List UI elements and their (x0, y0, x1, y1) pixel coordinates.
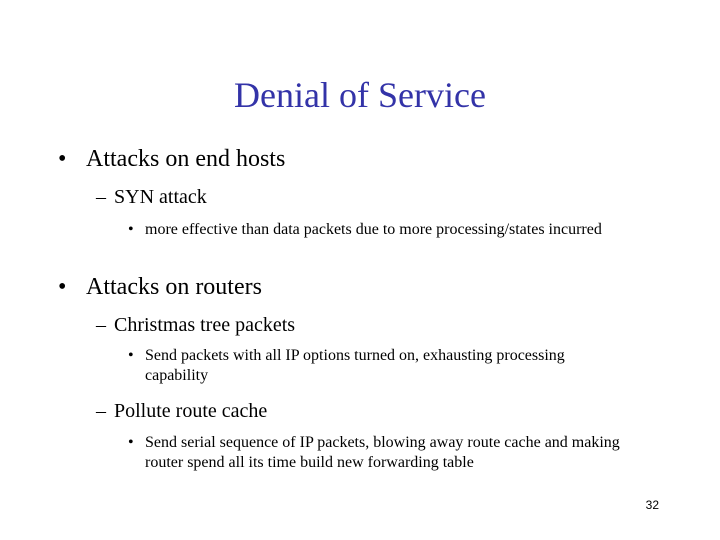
detail-bullet-text: more effective than data packets due to more processing/states incurred (145, 221, 602, 238)
dash-marker: – (96, 314, 106, 336)
detail-bullet-item (128, 433, 633, 473)
bullet-marker: • (58, 274, 67, 300)
dash-marker: – (96, 186, 106, 208)
sub-bullet-item (96, 185, 676, 209)
sub-bullet-item (96, 399, 676, 423)
sub-bullet-text: Christmas tree packets (114, 314, 296, 336)
slide-title: Denial of Service (234, 75, 486, 115)
bullet-text: Attacks on routers (86, 274, 262, 300)
bullet-item (58, 145, 678, 173)
sub-bullet-text: Pollute route cache (114, 400, 268, 422)
bullet-item (58, 273, 678, 301)
bullet-marker: • (58, 146, 67, 172)
sub-bullet-item (96, 313, 676, 337)
detail-bullet-item (128, 220, 660, 240)
detail-bullet-item (128, 346, 598, 386)
sub-bullet-text: SYN attack (114, 186, 207, 208)
detail-bullet-marker: • (128, 347, 134, 364)
detail-bullet-marker: • (128, 434, 134, 451)
dash-marker: – (96, 400, 106, 422)
page-number: 32 (645, 498, 659, 512)
bullet-text: Attacks on end hosts (86, 146, 286, 172)
detail-bullet-marker: • (128, 221, 134, 238)
detail-bullet-text: Send serial sequence of IP packets, blowing away route cache and making router spend all its time build new forwarding table (145, 434, 620, 471)
detail-bullet-text: Send packets with all IP options turned on, exhausting processing capability (145, 347, 565, 384)
